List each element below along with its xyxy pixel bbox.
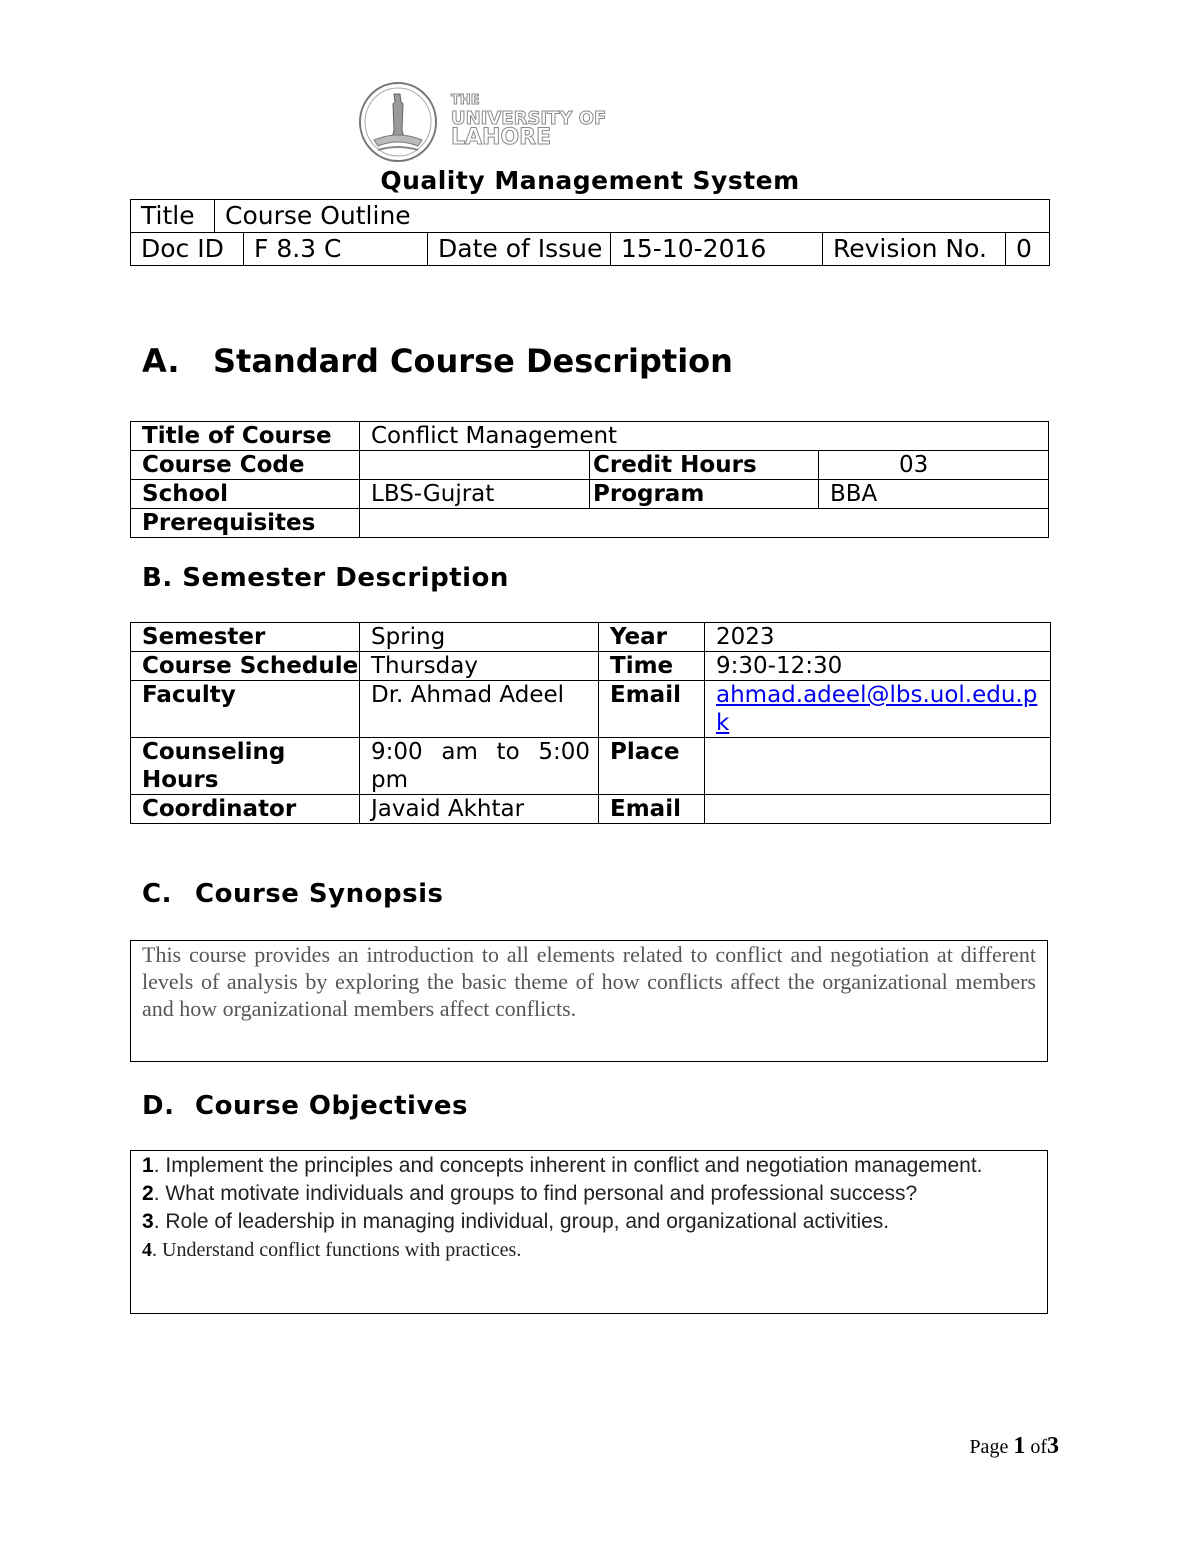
page-number: 1 <box>1013 1433 1026 1459</box>
place-value <box>705 738 1051 795</box>
course-code-value <box>360 451 590 480</box>
title-label: Title <box>131 200 215 233</box>
section-letter: D. <box>142 1091 175 1121</box>
objective-text: . What motivate individuals and groups to find personal and professional success? <box>153 1182 918 1205</box>
year-value: 2023 <box>705 623 1051 652</box>
objective-item <box>142 1153 1036 1178</box>
section-c-heading <box>142 879 443 909</box>
coordinator-label: Coordinator <box>131 795 360 824</box>
svg-text:UNIVERSITY OF: UNIVERSITY OF <box>451 108 607 129</box>
svg-text:THE: THE <box>451 93 480 108</box>
standard-course-table <box>130 421 1049 538</box>
course-title-label: Title of Course <box>131 422 360 451</box>
objective-number: 2 <box>142 1182 154 1205</box>
page-footer <box>969 1433 1059 1460</box>
place-label: Place <box>599 738 705 795</box>
date-value: 15-10-2016 <box>611 233 823 266</box>
table-row <box>131 422 1049 451</box>
table-row <box>131 451 1049 480</box>
section-title: Course Objectives <box>195 1091 469 1121</box>
section-d-heading <box>142 1091 468 1121</box>
semester-value: Spring <box>360 623 599 652</box>
objective-number: 3 <box>142 1210 154 1233</box>
coordinator-value: Javaid Akhtar <box>360 795 599 824</box>
table-row <box>131 623 1051 652</box>
doc-id-value: F 8.3 C <box>244 233 428 266</box>
doc-id-label: Doc ID <box>131 233 244 266</box>
doc-header-row <box>131 233 1050 266</box>
objective-number: 4 <box>142 1239 152 1261</box>
objective-item <box>142 1238 1036 1263</box>
coordinator-email-value <box>705 795 1051 824</box>
school-value: LBS-Gujrat <box>360 480 590 509</box>
revision-value: 0 <box>1006 233 1050 266</box>
faculty-value: Dr. Ahmad Adeel <box>360 681 599 738</box>
doc-header-row <box>131 200 1050 233</box>
table-row <box>131 652 1051 681</box>
prerequisites-value <box>360 509 1049 538</box>
objective-text: . Understand conflict functions with practices. <box>152 1239 522 1261</box>
table-row <box>131 738 1051 795</box>
faculty-email-link[interactable]: ahmad.adeel@lbs.uol.edu.pk <box>716 682 1038 736</box>
page-word: Page <box>969 1436 1009 1458</box>
program-value: BBA <box>819 480 1049 509</box>
course-objectives-box <box>130 1150 1048 1314</box>
faculty-label: Faculty <box>131 681 360 738</box>
objective-number: 1 <box>142 1154 154 1177</box>
school-label: School <box>131 480 360 509</box>
semester-label: Semester <box>131 623 360 652</box>
section-letter: A. <box>142 342 180 380</box>
university-seal-icon <box>356 80 607 164</box>
date-label: Date of Issue <box>428 233 611 266</box>
course-synopsis-text: This course provides an introduction to all elements related to conflict and negotiation at different levels of analysis by exploring the basic theme of how conflicts affect the organizational members and how organizational members affect conflicts. <box>130 940 1048 1062</box>
section-letter: C. <box>142 879 172 909</box>
of-word: of <box>1030 1436 1047 1458</box>
doc-header-table <box>130 199 1050 266</box>
year-label: Year <box>599 623 705 652</box>
counseling-value: 9:00 am to 5:00 pm <box>360 738 599 795</box>
prerequisites-label: Prerequisites <box>131 509 360 538</box>
objective-item <box>142 1181 1036 1206</box>
table-row <box>131 480 1049 509</box>
schedule-label: Course Schedule <box>131 652 360 681</box>
semester-table <box>130 622 1051 824</box>
time-value: 9:30-12:30 <box>705 652 1051 681</box>
course-code-label: Course Code <box>131 451 360 480</box>
objective-text: . Role of leadership in managing individual, group, and organizational activities. <box>153 1210 890 1233</box>
counseling-label: Counseling Hours <box>131 738 360 795</box>
university-logo <box>356 80 607 164</box>
qms-title: Quality Management System <box>380 166 800 195</box>
credit-hours-value: 03 <box>819 451 1049 480</box>
page-total: 3 <box>1047 1433 1059 1459</box>
section-a-heading <box>142 342 733 380</box>
svg-text:LAHORE: LAHORE <box>451 125 552 150</box>
faculty-email-cell <box>705 681 1051 738</box>
credit-hours-label: Credit Hours <box>590 451 819 480</box>
objective-item <box>142 1209 1036 1234</box>
schedule-value: Thursday <box>360 652 599 681</box>
revision-label: Revision No. <box>823 233 1006 266</box>
section-title: Standard Course Description <box>213 342 733 380</box>
section-title: Course Synopsis <box>195 879 444 909</box>
coordinator-email-label: Email <box>599 795 705 824</box>
title-value: Course Outline <box>215 200 1050 233</box>
time-label: Time <box>599 652 705 681</box>
table-row <box>131 795 1051 824</box>
table-row <box>131 681 1051 738</box>
objective-text: . Implement the principles and concepts inherent in conflict and negotiation management. <box>153 1154 983 1177</box>
program-label: Program <box>590 480 819 509</box>
table-row <box>131 509 1049 538</box>
course-title-value: Conflict Management <box>360 422 1049 451</box>
section-b-heading: B. Semester Description <box>142 563 509 593</box>
faculty-email-label: Email <box>599 681 705 738</box>
